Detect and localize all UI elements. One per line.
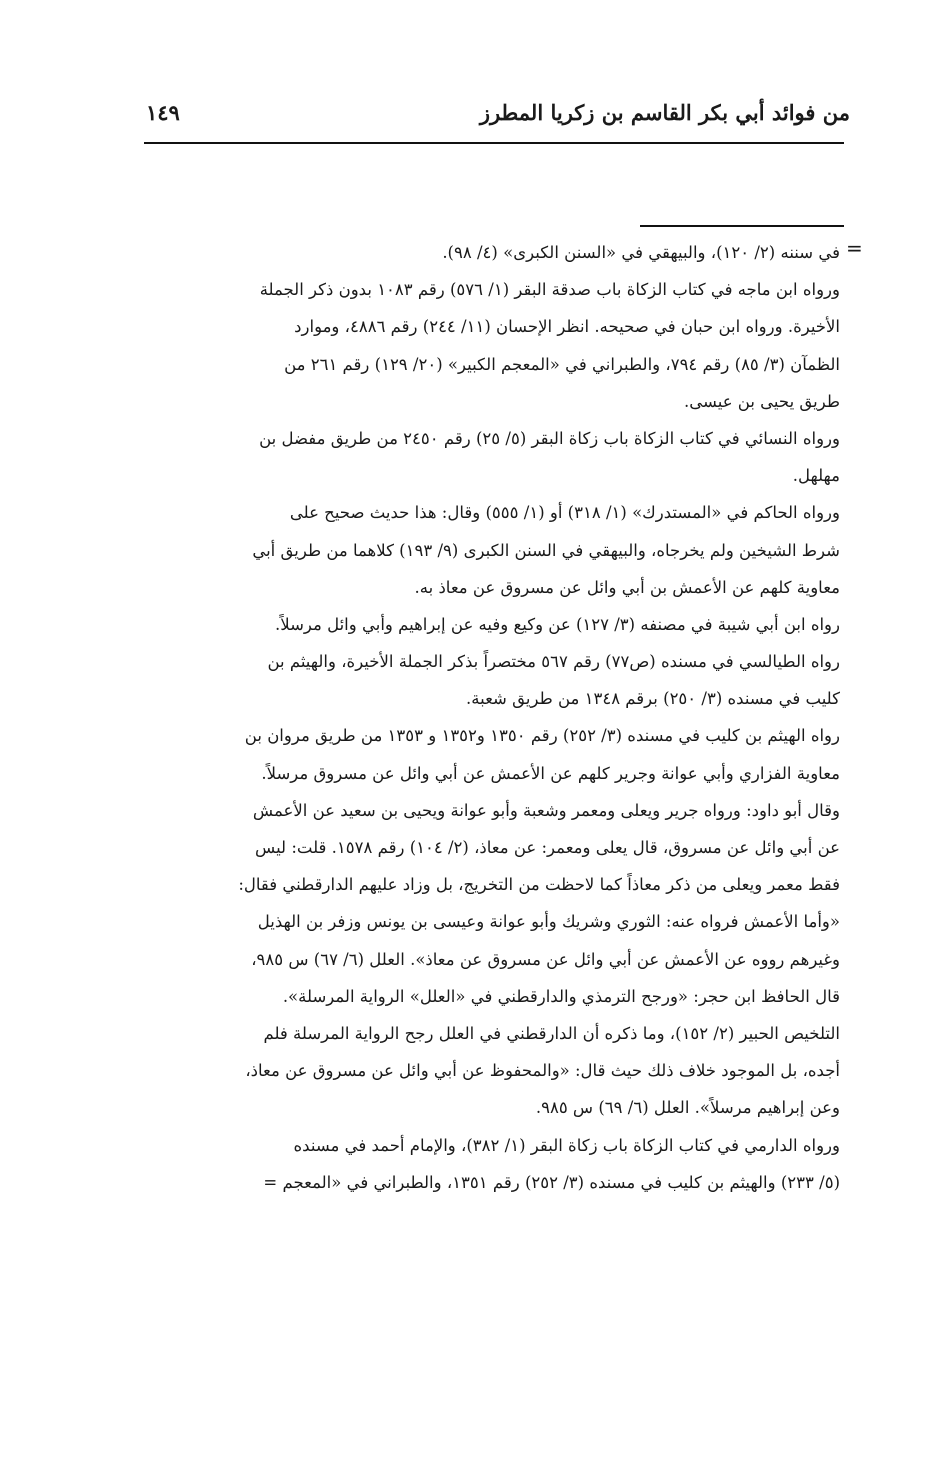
footnote-line: رواه الطيالسي في مسنده (ص٧٧) رقم ٥٦٧ مختصراً بذكر الجملة الأخيرة، والهيثم بن	[267, 652, 840, 672]
footnote-line: رواه ابن أبي شيبة في مصنفه (٣/ ١٢٧) عن وكيع وفيه عن إبراهيم وأبي وائل مرسلاً.	[274, 614, 840, 634]
footnote-body	[128, 234, 840, 1201]
footnote-line: ورواه الحاكم في «المستدرك» (١/ ٣١٨) أو (١/ ٥٥٥) وقال: هذا حديث صحيح على	[289, 503, 840, 523]
footnote-line: «وأما الأعمش فرواه عنه: الثوري وشريك وأبو عوانة وعيسى بن يونس وزفر بن الهذيل	[257, 912, 840, 932]
footnote-line: وعن إبراهيم مرسلاً». العلل (٦/ ٦٩) س ٩٨٥.	[535, 1098, 840, 1118]
footnote-line: (٥/ ٢٣٣) والهيثم بن كليب في مسنده (٣/ ٢٥٢) رقم ١٣٥١، والطبراني في «المعجم =	[263, 1172, 840, 1192]
footnote-line: ورواه النسائي في كتاب الزكاة باب زكاة البقر (٥/ ٢٥) رقم ٢٤٥٠ من طريق مفضل بن	[259, 428, 840, 448]
footnote-line: كليب في مسنده (٣/ ٢٥٠) برقم ١٣٤٨ من طريق شعبة.	[466, 689, 840, 709]
header-rule	[144, 142, 844, 144]
footnote-line: قال الحافظ ابن حجر: «ورجح الترمذي والدارقطني في «العلل» الرواية المرسلة».	[282, 986, 840, 1006]
footnote-line: شرط الشيخين ولم يخرجاه، والبيهقي في السنن الكبرى (٩/ ١٩٣) كلاهما من طريق أبي	[252, 540, 840, 560]
footnote-line: التلخيص الحبير (٢/ ١٥٢)، وما ذكره أن الدارقطني في العلل رجح الرواية المرسلة فلم	[263, 1023, 840, 1043]
running-title: من فوائد أبي بكر القاسم بن زكريا المطرز	[479, 100, 850, 125]
footnote-line: رواه الهيثم بن كليب في مسنده (٣/ ٢٥٢) رقم ١٣٥٠ و١٣٥٢ و ١٣٥٣ من طريق مروان بن	[244, 726, 840, 746]
footnote-line: معاوية الفزاري وأبي عوانة وجرير كلهم عن الأعمش عن أبي وائل عن مسروق مرسلاً.	[261, 763, 840, 783]
footnote-line: وقال أبو داود: ورواه جرير ويعلى ومعمر وشعبة وأبو عوانة ويحيى بن سعيد عن الأعمش	[252, 800, 840, 820]
footnote-line: مهلهل.	[792, 466, 840, 486]
footnote-line: في سننه (٢/ ١٢٠)، والبيهقي في «السنن الكبرى» (٤/ ٩٨).	[442, 243, 840, 262]
continuation-mark: =	[846, 236, 863, 260]
footnote-line: ورواه ابن ماجه في كتاب الزكاة باب صدقة البقر (١/ ٥٧٦) رقم ١٠٨٣ بدون ذكر الجملة	[259, 280, 840, 300]
footnote-line: فقط معمر ويعلى من ذكر معاذاً كما لاحظت من التخريج، بل وزاد عليهم الدارقطني فقال:	[238, 875, 840, 895]
footnote-line: أجده، بل الموجود خلاف ذلك حيث قال: «والمحفوظ عن أبي وائل عن مسروق عن معاذ،	[245, 1061, 840, 1081]
footnote-line: طريق يحيى بن عيسى.	[684, 391, 840, 411]
footnote-line: ورواه الدارمي في كتاب الزكاة باب زكاة البقر (١/ ٣٨٢)، والإمام أحمد في مسنده	[293, 1135, 840, 1155]
footnote-separator	[640, 225, 844, 227]
footnote-line: عن أبي وائل عن مسروق، قال يعلى ومعمر: عن معاذ، (٢/ ١٠٤) رقم ١٥٧٨. قلت: ليس	[255, 838, 840, 857]
footnote-line: الأخيرة. ورواه ابن حبان في صحيحه. انظر الإحسان (١١/ ٢٤٤) رقم ٤٨٨٦، وموارد	[294, 317, 840, 337]
footnote-line: وغيرهم رووه عن الأعمش عن أبي وائل عن مسروق عن معاذ». العلل (٦/ ٦٧) س ٩٨٥،	[251, 949, 840, 969]
footnote-line: معاوية كلهم عن الأعمش بن أبي وائل عن مسروق عن معاذ به.	[414, 577, 840, 597]
page-number: ١٤٩	[146, 100, 180, 125]
footnote-line: الظمآن (٣/ ٨٥) رقم ٧٩٤، والطبراني في «المعجم الكبير» (٢٠/ ١٢٩) رقم ٢٦١ من	[284, 354, 840, 374]
